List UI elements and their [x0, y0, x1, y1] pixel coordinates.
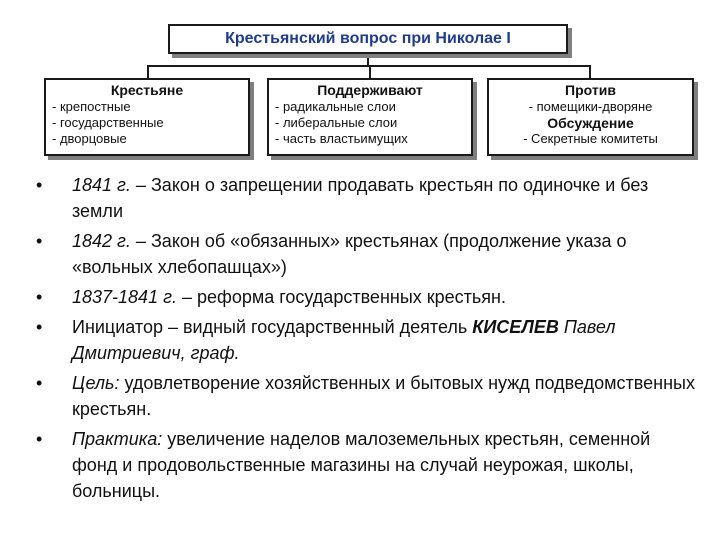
bullet-lead: 1837-1841 г. – — [72, 287, 192, 307]
list-item — [36, 228, 696, 280]
bullet-icon: • — [36, 231, 43, 251]
bullet-icon: • — [36, 317, 43, 337]
bullet-lead: Практика: — [72, 429, 163, 449]
bullet-text: Закон об «обязанных» крестьянах (продолжение указа о «вольных хлебопашцах») — [72, 231, 627, 277]
bullet-text: Закон о запрещении продавать крестьян по одиночке и без земли — [72, 175, 649, 221]
connector-col1 — [147, 65, 149, 78]
bullet-bold-name: КИСЕЛЕВ — [472, 317, 559, 337]
bullet-text: Инициатор – видный государственный деятель — [72, 317, 473, 337]
column-line: - часть властьимущих — [275, 131, 408, 146]
diagram-title: Крестьянский вопрос при Николае I — [168, 24, 568, 54]
column-subheading: Обсуждение — [547, 115, 634, 131]
column-line: - помещики-дворяне — [528, 99, 653, 114]
list-item — [36, 426, 696, 504]
bullet-text: удовлетворение хозяйственных и бытовых нужд подведомственных крестьян. — [72, 373, 695, 419]
column-line: - либеральные слои — [275, 115, 398, 130]
column-peasants — [44, 78, 250, 156]
list-item — [36, 370, 696, 422]
bullet-icon: • — [36, 373, 43, 393]
bullet-text: реформа государственных крестьян. — [191, 287, 506, 307]
bullet-icon: • — [36, 287, 43, 307]
bullet-lead: 1841 г. – — [72, 175, 146, 195]
column-line: - дворцовые — [52, 131, 127, 146]
list-item — [36, 314, 696, 366]
column-line: - крепостные — [52, 99, 131, 114]
bullet-icon: • — [36, 429, 43, 449]
list-item — [36, 172, 696, 224]
bullet-list — [36, 172, 696, 508]
column-line: - государственные — [52, 115, 164, 130]
bullet-lead: Цель: — [72, 373, 120, 393]
column-supporters — [267, 78, 473, 156]
list-item — [36, 284, 696, 310]
column-heading: Крестьяне — [110, 82, 184, 98]
connector-col2 — [369, 65, 371, 78]
column-opponents — [487, 78, 694, 156]
connector-col3 — [589, 65, 591, 78]
column-heading: Поддерживают — [317, 82, 423, 98]
column-line: - Секретные комитеты — [523, 131, 658, 146]
bullet-lead: 1842 г. – — [72, 231, 146, 251]
bullet-text: увеличение наделов малоземельных крестьян, семенной фонд и продовольственные магазины на случай неурожая, школы, больницы. — [72, 429, 651, 501]
bullet-text: Павел Дмитриевич, граф. — [72, 317, 616, 363]
column-line: - радикальные слои — [275, 99, 396, 114]
column-heading: Против — [565, 82, 616, 98]
bullet-icon: • — [36, 175, 43, 195]
